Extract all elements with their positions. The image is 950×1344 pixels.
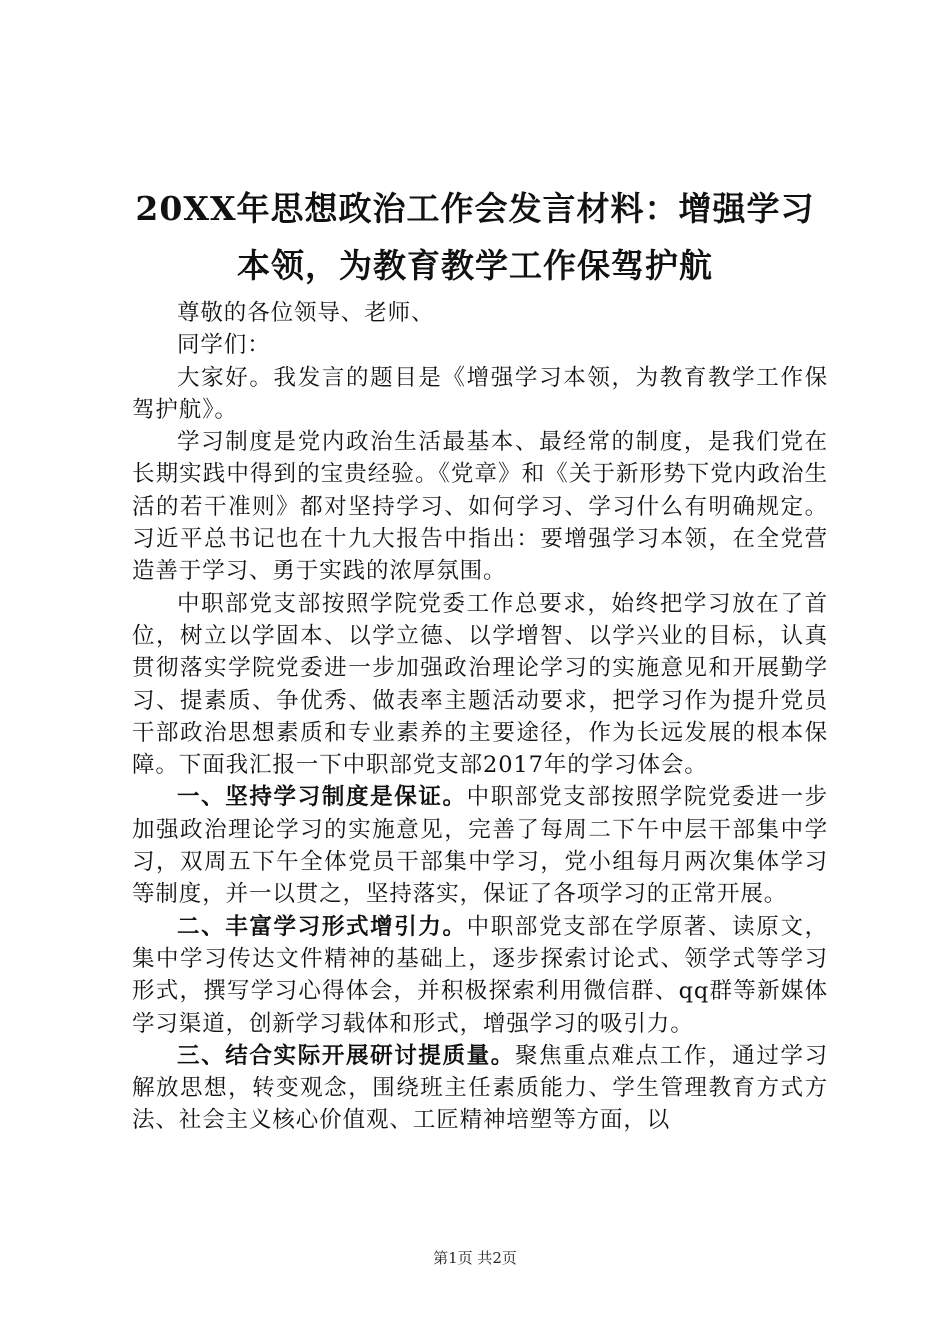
intro-paragraph: 大家好。我发言的题目是《增强学习本领，为教育教学工作保驾护航》。: [132, 364, 828, 423]
body-paragraph-1: 学习制度是党内政治生活最基本、最经常的制度，是我们党在长期实践中得到的宝贵经验。《党章》和《关于新形势下党内政治生活的若干准则》都对坚持学习、如何学习、学习什么有明确规定。习近平总书记也在十九大报告中指出：要增强学习本领，在全党营造善于学习、勇于实践的浓厚氛围。: [132, 429, 828, 585]
section-1-heading: 一、坚持学习制度是保证。: [177, 784, 467, 811]
section-2-heading: 二、丰富学习形式增引力。: [177, 913, 467, 940]
page-number-footer: 第1页 共2页: [433, 1249, 517, 1267]
section-3-heading: 三、结合实际开展研讨提质量。: [177, 1042, 515, 1069]
salutation-line-2: 同学们：: [177, 332, 271, 359]
section-3-text: 聚焦重点难点工作，通过学习解放思想，转变观念，围绕班主任素质能力、学生管理教育方式方法、社会主义核心价值观、工匠精神培塑等方面，以: [132, 1042, 828, 1134]
salutation-line-1: 尊敬的各位领导、老师、: [177, 300, 435, 326]
section-1-text: 中职部党支部按照学院党委进一步加强政治理论学习的实施意见，完善了每周二下午中层干部集中学习，双周五下午全体党员干部集中学习，党小组每月两次集体学习等制度，并一以贯之，坚持落实，保证了各项学习的正常开展。: [132, 784, 828, 908]
section-2-text: 中职部党支部在学原著、读原文，集中学习传达文件精神的基础上，逐步探索讨论式、领学式等学习形式，撰写学习心得体会，并积极探索利用微信群、qq群等新媒体学习渠道，创新学习载体和形式，增强学习的吸引力。: [132, 913, 828, 1037]
document-title-line-2: 本领，为教育教学工作保驾护航: [237, 246, 713, 285]
section-3-paragraph: [132, 1040, 828, 1137]
section-2-paragraph: [132, 911, 828, 1040]
document-body: [132, 297, 828, 1137]
document-title-line-1: 20XX年思想政治工作会发言材料：增强学习: [135, 189, 815, 228]
section-1-paragraph: [132, 781, 828, 910]
body-paragraph-2: 中职部党支部按照学院党委工作总要求，始终把学习放在了首位，树立以学固本、以学立德、以学增智、以学兴业的目标，认真贯彻落实学院党委进一步加强政治理论学习的实施意见和开展勤学习、提素质、争优秀、做表率主题活动要求，把学习作为提升党员干部政治思想素质和专业素养的主要途径，作为长远发展的根本保障。下面我汇报一下中职部党支部2017年的学习体会。: [132, 590, 828, 779]
